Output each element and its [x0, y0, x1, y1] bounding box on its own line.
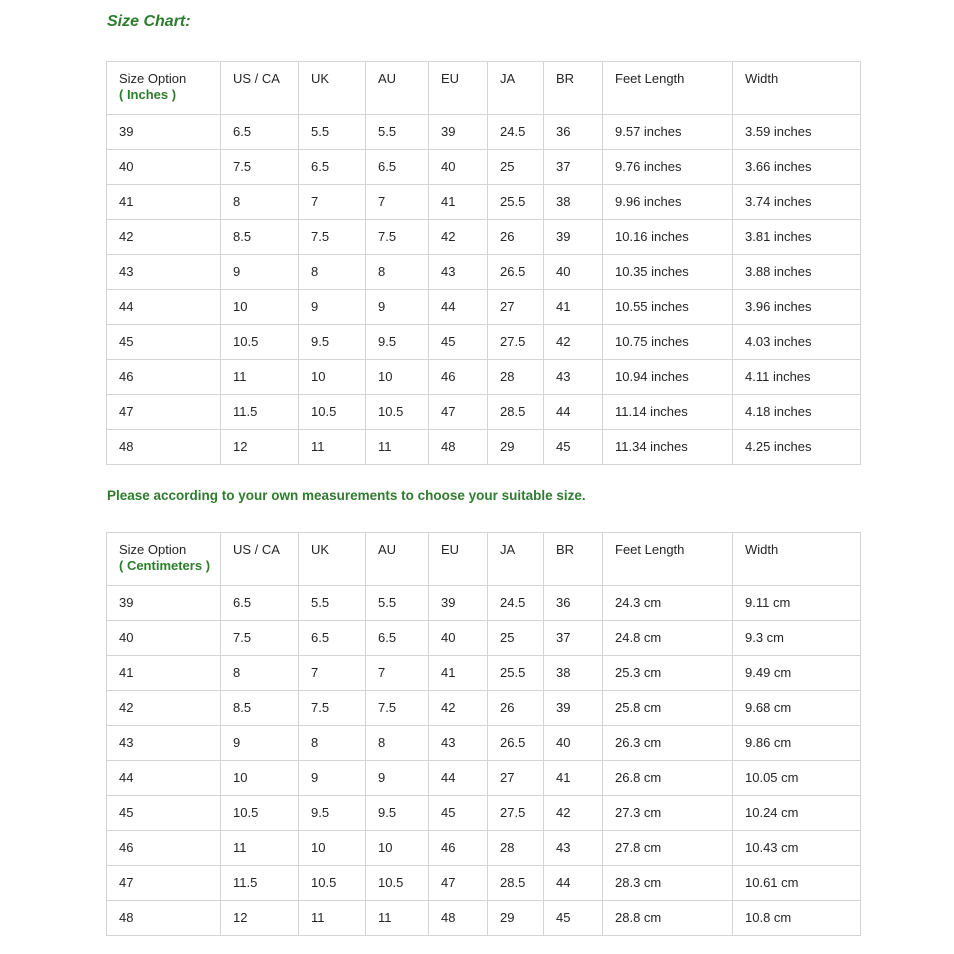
table-cell: 41	[429, 185, 488, 220]
table-cell: 3.74 inches	[733, 185, 861, 220]
table-cell: 9	[299, 290, 366, 325]
column-header: Feet Length	[603, 62, 733, 115]
table-cell: 4.11 inches	[733, 360, 861, 395]
table-cell: 40	[107, 150, 221, 185]
header-size-option-inches	[107, 62, 221, 115]
column-header: US / CA	[221, 62, 299, 115]
table-cell: 3.66 inches	[733, 150, 861, 185]
column-header: AU	[366, 62, 429, 115]
table-cell: 9	[221, 726, 299, 761]
table-cell: 41	[107, 656, 221, 691]
table-cell: 10.05 cm	[733, 761, 861, 796]
table-cell: 44	[544, 395, 603, 430]
table-cell: 10	[299, 831, 366, 866]
table-cell: 5.5	[299, 586, 366, 621]
table-cell: 9.68 cm	[733, 691, 861, 726]
column-header: Width	[733, 62, 861, 115]
table-cell: 47	[107, 395, 221, 430]
table-cell: 42	[429, 220, 488, 255]
table-cell: 8.5	[221, 220, 299, 255]
table-cell: 45	[544, 901, 603, 936]
table-cell: 8.5	[221, 691, 299, 726]
table-body-centimeters	[107, 586, 861, 936]
table-cell: 7	[299, 656, 366, 691]
header-size-option-centimeters	[107, 533, 221, 586]
table-cell: 27.5	[488, 796, 544, 831]
table-cell: 47	[429, 395, 488, 430]
table-row	[107, 866, 861, 901]
table-cell: 42	[429, 691, 488, 726]
table-cell: 9.96 inches	[603, 185, 733, 220]
table-cell: 40	[107, 621, 221, 656]
column-header: AU	[366, 533, 429, 586]
table-cell: 8	[221, 656, 299, 691]
table-cell: 11	[299, 901, 366, 936]
table-cell: 26	[488, 220, 544, 255]
size-option-unit-centimeters: ( Centimeters )	[119, 558, 211, 573]
table-cell: 41	[544, 761, 603, 796]
table-cell: 10.43 cm	[733, 831, 861, 866]
table-cell: 10.8 cm	[733, 901, 861, 936]
column-header: BR	[544, 62, 603, 115]
table-row	[107, 831, 861, 866]
column-header: BR	[544, 533, 603, 586]
table-cell: 7	[366, 185, 429, 220]
size-table-centimeters	[106, 532, 861, 936]
table-cell: 48	[107, 901, 221, 936]
table-cell: 4.25 inches	[733, 430, 861, 465]
table-cell: 9.5	[299, 796, 366, 831]
table-row	[107, 430, 861, 465]
table-cell: 6.5	[221, 115, 299, 150]
table-cell: 40	[429, 621, 488, 656]
table-cell: 6.5	[366, 150, 429, 185]
table-cell: 10.5	[221, 325, 299, 360]
column-header: Width	[733, 533, 861, 586]
table-cell: 46	[429, 360, 488, 395]
table-cell: 10.5	[221, 796, 299, 831]
table-cell: 9	[299, 761, 366, 796]
table-cell: 28.5	[488, 866, 544, 901]
table-row	[107, 150, 861, 185]
table-cell: 45	[107, 325, 221, 360]
table-cell: 10.94 inches	[603, 360, 733, 395]
table-cell: 3.88 inches	[733, 255, 861, 290]
table-cell: 9.5	[299, 325, 366, 360]
table-cell: 6.5	[299, 150, 366, 185]
table-cell: 38	[544, 656, 603, 691]
table-cell: 45	[107, 796, 221, 831]
table-cell: 37	[544, 621, 603, 656]
table-cell: 39	[544, 220, 603, 255]
table-cell: 46	[107, 360, 221, 395]
table-cell: 9.5	[366, 325, 429, 360]
table-cell: 10	[366, 360, 429, 395]
table-cell: 28.8 cm	[603, 901, 733, 936]
table-cell: 42	[544, 325, 603, 360]
table-cell: 26.5	[488, 255, 544, 290]
table-cell: 43	[544, 831, 603, 866]
table-cell: 48	[429, 901, 488, 936]
page-title: Size Chart:	[107, 13, 191, 30]
table-cell: 29	[488, 901, 544, 936]
table-cell: 9.76 inches	[603, 150, 733, 185]
table-cell: 10	[221, 761, 299, 796]
table-cell: 27.3 cm	[603, 796, 733, 831]
table-cell: 7.5	[299, 220, 366, 255]
table-cell: 45	[429, 325, 488, 360]
table-cell: 36	[544, 586, 603, 621]
table-cell: 6.5	[299, 621, 366, 656]
table-cell: 12	[221, 430, 299, 465]
table-row	[107, 691, 861, 726]
table-cell: 43	[429, 726, 488, 761]
table-cell: 10	[221, 290, 299, 325]
table-cell: 46	[429, 831, 488, 866]
table-cell: 12	[221, 901, 299, 936]
column-header: UK	[299, 62, 366, 115]
table-cell: 11.34 inches	[603, 430, 733, 465]
table-cell: 7	[299, 185, 366, 220]
table-cell: 9	[221, 255, 299, 290]
table-cell: 26	[488, 691, 544, 726]
table-cell: 43	[107, 726, 221, 761]
table-cell: 37	[544, 150, 603, 185]
table-cell: 43	[544, 360, 603, 395]
table-cell: 7	[366, 656, 429, 691]
table-cell: 9.86 cm	[733, 726, 861, 761]
table-row	[107, 255, 861, 290]
table-cell: 27	[488, 761, 544, 796]
table-cell: 39	[544, 691, 603, 726]
table-cell: 10.61 cm	[733, 866, 861, 901]
table-body-inches	[107, 115, 861, 465]
table-row	[107, 586, 861, 621]
table-cell: 44	[544, 866, 603, 901]
table-cell: 4.18 inches	[733, 395, 861, 430]
table-row	[107, 901, 861, 936]
table-row	[107, 360, 861, 395]
table-cell: 11	[221, 360, 299, 395]
table-cell: 7.5	[221, 621, 299, 656]
measurement-note: Please according to your own measurements to choose your suitable size.	[107, 488, 586, 503]
table-row	[107, 621, 861, 656]
table-cell: 9	[366, 290, 429, 325]
table-cell: 36	[544, 115, 603, 150]
size-table-inches	[106, 61, 861, 465]
table-cell: 10.5	[366, 395, 429, 430]
table-cell: 5.5	[366, 115, 429, 150]
table-cell: 39	[429, 586, 488, 621]
table-cell: 9.49 cm	[733, 656, 861, 691]
table-cell: 39	[107, 586, 221, 621]
table-cell: 48	[429, 430, 488, 465]
table-cell: 11.5	[221, 866, 299, 901]
table-cell: 40	[544, 726, 603, 761]
table-cell: 41	[429, 656, 488, 691]
table-row	[107, 290, 861, 325]
table-cell: 24.5	[488, 586, 544, 621]
table-cell: 28	[488, 360, 544, 395]
table-cell: 8	[366, 726, 429, 761]
table-cell: 10.5	[366, 866, 429, 901]
table-header-row	[107, 62, 861, 115]
table-cell: 4.03 inches	[733, 325, 861, 360]
table-cell: 3.96 inches	[733, 290, 861, 325]
table-cell: 47	[107, 866, 221, 901]
size-option-unit-inches: ( Inches )	[119, 87, 177, 102]
table-cell: 25	[488, 150, 544, 185]
table-cell: 27.8 cm	[603, 831, 733, 866]
column-header: Feet Length	[603, 533, 733, 586]
table-cell: 6.5	[366, 621, 429, 656]
table-cell: 43	[107, 255, 221, 290]
table-cell: 44	[429, 761, 488, 796]
table-cell: 10.5	[299, 395, 366, 430]
table-cell: 48	[107, 430, 221, 465]
table-row	[107, 656, 861, 691]
table-header-row	[107, 533, 861, 586]
table-cell: 29	[488, 430, 544, 465]
table-cell: 9.11 cm	[733, 586, 861, 621]
table-cell: 25.5	[488, 185, 544, 220]
table-cell: 25.8 cm	[603, 691, 733, 726]
table-cell: 11	[366, 430, 429, 465]
table-cell: 3.59 inches	[733, 115, 861, 150]
table-cell: 11.14 inches	[603, 395, 733, 430]
table-cell: 47	[429, 866, 488, 901]
table-cell: 9.5	[366, 796, 429, 831]
table-cell: 41	[544, 290, 603, 325]
table-cell: 26.8 cm	[603, 761, 733, 796]
table-cell: 5.5	[366, 586, 429, 621]
table-row	[107, 220, 861, 255]
table-row	[107, 395, 861, 430]
table-cell: 45	[429, 796, 488, 831]
table-cell: 42	[107, 691, 221, 726]
table-cell: 11	[221, 831, 299, 866]
table-cell: 24.5	[488, 115, 544, 150]
table-cell: 7.5	[299, 691, 366, 726]
column-header: JA	[488, 62, 544, 115]
table-row	[107, 325, 861, 360]
table-cell: 10.16 inches	[603, 220, 733, 255]
table-cell: 3.81 inches	[733, 220, 861, 255]
table-cell: 8	[299, 726, 366, 761]
size-option-label: Size Option	[119, 542, 187, 557]
table-cell: 39	[429, 115, 488, 150]
table-cell: 24.3 cm	[603, 586, 733, 621]
table-cell: 26.3 cm	[603, 726, 733, 761]
table-cell: 42	[544, 796, 603, 831]
table-cell: 27	[488, 290, 544, 325]
table-cell: 25	[488, 621, 544, 656]
table-cell: 28	[488, 831, 544, 866]
table-cell: 8	[221, 185, 299, 220]
table-cell: 7.5	[366, 691, 429, 726]
table-cell: 5.5	[299, 115, 366, 150]
table-cell: 6.5	[221, 586, 299, 621]
table-cell: 11.5	[221, 395, 299, 430]
table-cell: 40	[544, 255, 603, 290]
table-cell: 10.75 inches	[603, 325, 733, 360]
table-cell: 27.5	[488, 325, 544, 360]
table-cell: 25.3 cm	[603, 656, 733, 691]
table-cell: 8	[366, 255, 429, 290]
column-header: EU	[429, 533, 488, 586]
column-header: JA	[488, 533, 544, 586]
table-cell: 44	[107, 761, 221, 796]
table-cell: 38	[544, 185, 603, 220]
table-row	[107, 761, 861, 796]
column-header: US / CA	[221, 533, 299, 586]
table-cell: 41	[107, 185, 221, 220]
table-cell: 7.5	[221, 150, 299, 185]
table-cell: 11	[366, 901, 429, 936]
table-cell: 24.8 cm	[603, 621, 733, 656]
table-cell: 44	[429, 290, 488, 325]
table-cell: 10	[299, 360, 366, 395]
table-cell: 10.55 inches	[603, 290, 733, 325]
table-row	[107, 185, 861, 220]
table-row	[107, 796, 861, 831]
table-cell: 10.5	[299, 866, 366, 901]
table-row	[107, 115, 861, 150]
table-cell: 28.5	[488, 395, 544, 430]
table-cell: 8	[299, 255, 366, 290]
table-cell: 42	[107, 220, 221, 255]
table-cell: 9	[366, 761, 429, 796]
column-header: EU	[429, 62, 488, 115]
table-cell: 10.35 inches	[603, 255, 733, 290]
table-cell: 11	[299, 430, 366, 465]
table-cell: 10.24 cm	[733, 796, 861, 831]
table-cell: 44	[107, 290, 221, 325]
table-cell: 46	[107, 831, 221, 866]
table-cell: 7.5	[366, 220, 429, 255]
table-cell: 43	[429, 255, 488, 290]
table-cell: 9.57 inches	[603, 115, 733, 150]
table-cell: 26.5	[488, 726, 544, 761]
table-cell: 9.3 cm	[733, 621, 861, 656]
table-cell: 10	[366, 831, 429, 866]
table-cell: 40	[429, 150, 488, 185]
table-cell: 25.5	[488, 656, 544, 691]
table-cell: 45	[544, 430, 603, 465]
table-row	[107, 726, 861, 761]
size-option-label: Size Option	[119, 71, 187, 86]
column-header: UK	[299, 533, 366, 586]
table-cell: 28.3 cm	[603, 866, 733, 901]
table-cell: 39	[107, 115, 221, 150]
